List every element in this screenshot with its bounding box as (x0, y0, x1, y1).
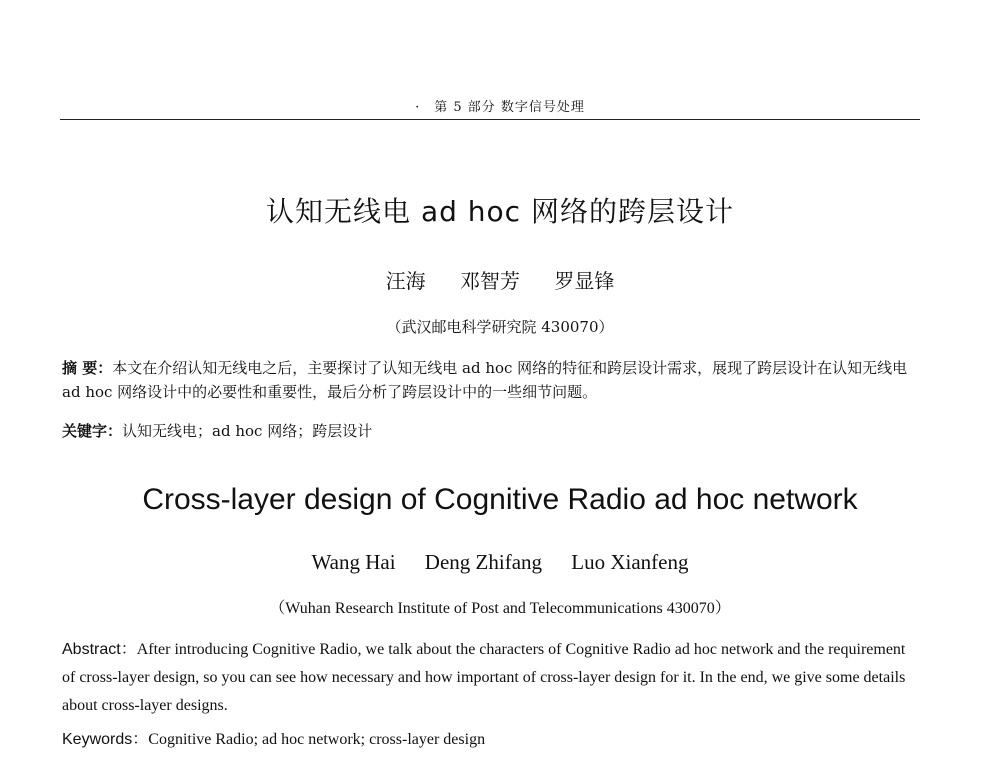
author-2-cn: 邓智芳 (460, 269, 520, 293)
english-affiliation: （Wuhan Research Institute of Post and Telecommunications 430070） (269, 600, 731, 617)
chinese-keywords-text: 认知无线电；ad hoc 网络；跨层设计 (122, 422, 373, 440)
english-abstract-text: After introducing Cognitive Radio, we talk about the characters of Cognitive Radio ad hoc network and the requirement of cross-layer design, so you can see how necessary and how important of cross-layer design for it. In the end, we give some details about cross-layer designs. (62, 641, 906, 714)
english-keywords-label: Keywords： (62, 731, 149, 748)
chinese-abstract (62, 356, 922, 404)
author-3-cn: 罗显锋 (554, 269, 615, 293)
running-header (0, 96, 1000, 115)
english-authors (0, 550, 1000, 575)
chinese-keywords (62, 420, 922, 442)
chinese-abstract-label: 摘 要： (62, 359, 113, 377)
english-abstract (62, 636, 922, 720)
chinese-affiliation: （武汉邮电科学研究院 430070） (386, 318, 614, 336)
author-3-en: Luo Xianfeng (571, 550, 689, 574)
english-title: Cross-layer design of Cognitive Radio ad hoc network (142, 483, 858, 516)
author-2-en: Deng Zhifang (424, 550, 543, 574)
chinese-authors (0, 265, 1000, 294)
english-keywords-text: Cognitive Radio; ad hoc network; cross-layer design (148, 731, 486, 748)
english-abstract-label: Abstract： (62, 641, 137, 658)
chinese-title: 认知无线电 ad hoc 网络的跨层设计 (266, 195, 734, 228)
author-1-cn: 汪海 (385, 269, 426, 293)
chinese-keywords-label: 关键字： (62, 422, 123, 440)
header-rule (60, 119, 920, 120)
header-dot: · (415, 100, 421, 115)
author-1-en: Wang Hai (311, 550, 396, 574)
chinese-abstract-text: 本文在介绍认知无线电之后，主要探讨了认知无线电 ad hoc 网络的特征和跨层设计需求，展现了跨层设计在认知无线电 ad hoc 网络设计中的必要性和重要性，最后分析了跨层设计中的一些细节问题。 (62, 359, 908, 401)
header-section: 第 5 部分 数字信号处理 (434, 100, 585, 115)
english-keywords (62, 726, 922, 749)
